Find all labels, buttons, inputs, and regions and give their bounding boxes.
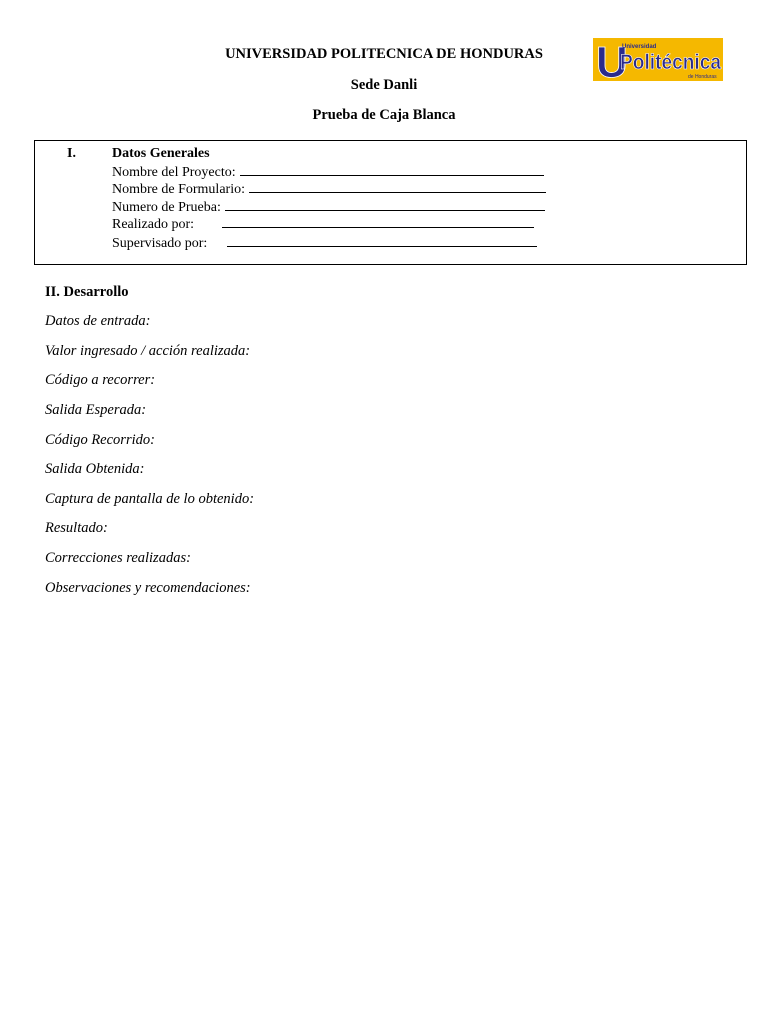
dev-item-expected-output: Salida Esperada:	[45, 402, 147, 418]
university-logo	[593, 38, 723, 81]
supervised-by-field	[112, 234, 537, 252]
form-name-field	[112, 180, 546, 198]
dev-item-corrections: Correcciones realizadas:	[45, 550, 191, 566]
project-name-field	[112, 163, 544, 181]
test-number-blank[interactable]	[225, 198, 545, 211]
test-title: Prueba de Caja Blanca	[312, 107, 456, 123]
performed-by-blank[interactable]	[222, 215, 534, 228]
dev-item-observations: Observaciones y recomendaciones:	[45, 580, 251, 596]
form-name-blank[interactable]	[249, 180, 546, 193]
dev-item-value-entered: Valor ingresado / acción realizada:	[45, 343, 251, 359]
logo-sub-text: de Honduras	[688, 74, 717, 80]
development-heading: II. Desarrollo	[45, 284, 129, 300]
field-label: Nombre del Proyecto:	[112, 165, 236, 180]
dev-item-obtained-output: Salida Obtenida:	[45, 461, 145, 477]
campus-subtitle: Sede Danli	[350, 77, 418, 93]
dev-item-input-data: Datos de entrada:	[45, 313, 151, 329]
section-numeral: I.	[67, 146, 76, 161]
dev-item-result: Resultado:	[45, 520, 108, 536]
logo-small-text: Universidad	[622, 44, 657, 50]
performed-by-field	[112, 215, 534, 233]
field-label: Nombre de Formulario:	[112, 182, 245, 197]
dev-item-code-run: Código Recorrido:	[45, 432, 155, 448]
general-data-heading: Datos Generales	[112, 146, 210, 161]
document-title: UNIVERSIDAD POLITECNICA DE HONDURAS	[225, 46, 543, 62]
dev-item-code-to-run: Código a recorrer:	[45, 372, 156, 388]
supervised-by-blank[interactable]	[227, 234, 537, 247]
test-number-field	[112, 198, 545, 216]
logo-main-text: Politécnica	[620, 51, 722, 74]
dev-item-screenshot: Captura de pantalla de lo obtenido:	[45, 491, 255, 507]
field-label: Supervisado por:	[112, 236, 208, 251]
field-label: Realizado por:	[112, 217, 195, 232]
project-name-blank[interactable]	[240, 163, 544, 176]
logo-graphic	[593, 38, 723, 81]
logo-letter: U	[596, 38, 628, 81]
general-data-box	[34, 140, 747, 265]
field-label: Numero de Prueba:	[112, 200, 221, 215]
